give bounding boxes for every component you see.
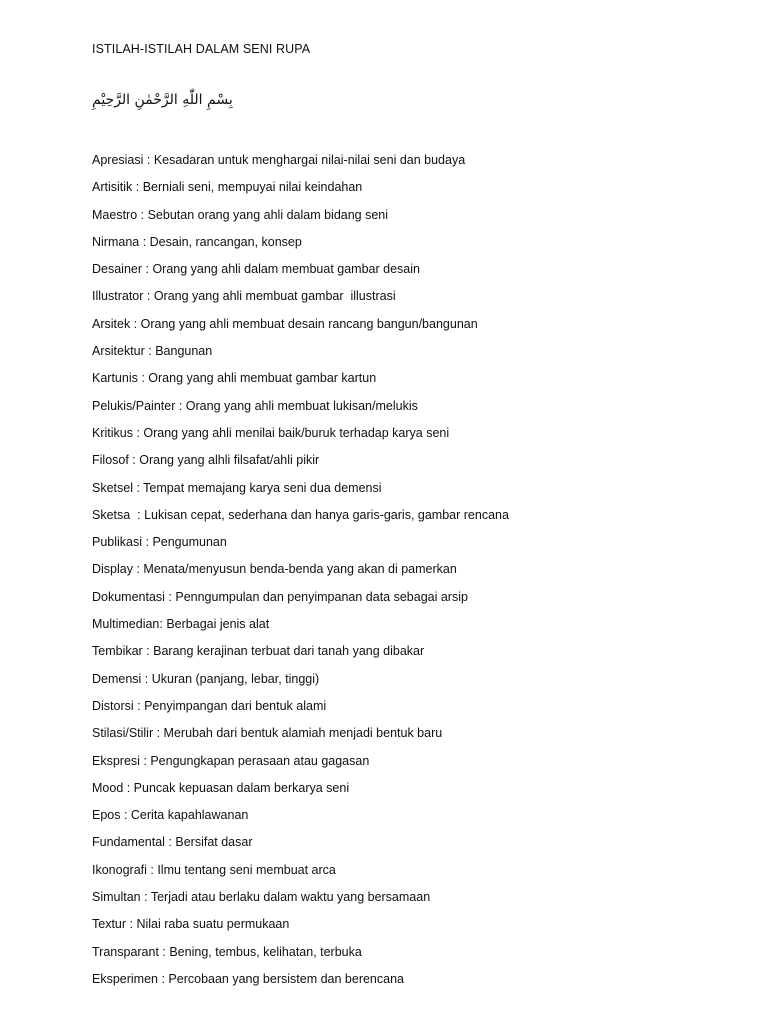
term-item: Demensi : Ukuran (panjang, lebar, tinggi) xyxy=(92,671,320,686)
term-item: Publikasi : Pengumunan xyxy=(92,535,227,550)
term-item: Apresiasi : Kesadaran untuk menghargai nilai-nilai seni dan budaya xyxy=(92,153,466,167)
term-item: Dokumentasi : Penngumpulan dan penyimpanan data sebagai arsip xyxy=(92,589,468,604)
term-item: Epos : Cerita kapahlawanan xyxy=(92,808,249,823)
term-item: Illustrator : Orang yang ahli membuat gambar illustrasi xyxy=(92,289,396,304)
term-item: Filosof : Orang yang alhli filsafat/ahli pikir xyxy=(92,453,320,468)
term-item: Simultan : Terjadi atau berlaku dalam waktu yang bersamaan xyxy=(92,890,431,905)
term-item: Nirmana : Desain, rancangan, konsep xyxy=(92,234,302,249)
term-item: Sketsel : Tempat memajang karya seni dua demensi xyxy=(92,480,382,495)
term-item: Artisitik : Berniali seni, mempuyai nilai keindahan xyxy=(92,180,363,195)
term-list xyxy=(92,152,732,998)
term-item: Fundamental : Bersifat dasar xyxy=(92,835,253,850)
term-item: Mood : Puncak kepuasan dalam berkarya seni xyxy=(92,780,350,795)
term-item: Ekspresi : Pengungkapan perasaan atau gagasan xyxy=(92,753,370,768)
term-item: Kritikus : Orang yang ahli menilai baik/buruk terhadap karya seni xyxy=(92,425,450,440)
term-item: Pelukis/Painter : Orang yang ahli membuat lukisan/melukis xyxy=(92,398,418,413)
term-item: Multimedian: Berbagai jenis alat xyxy=(92,617,270,632)
basmala-text: بِسْمِ اللّٰهِ الرَّحْمٰنِ الرَّحِيْمِ xyxy=(92,92,233,108)
document-title: ISTILAH-ISTILAH DALAM SENI RUPA xyxy=(92,42,311,56)
term-item: Sketsa : Lukisan cepat, sederhana dan hanya garis-garis, gambar rencana xyxy=(92,507,509,522)
term-item: Tembikar : Barang kerajinan terbuat dari tanah yang dibakar xyxy=(92,644,425,659)
term-item: Display : Menata/menyusun benda-benda yang akan di pamerkan xyxy=(92,562,457,577)
term-item: Arsitek : Orang yang ahli membuat desain rancang bangun/bangunan xyxy=(92,316,478,331)
term-item: Kartunis : Orang yang ahli membuat gambar kartun xyxy=(92,371,377,386)
term-item: Transparant : Bening, tembus, kelihatan, terbuka xyxy=(92,944,362,959)
term-item: Eksperimen : Percobaan yang bersistem dan berencana xyxy=(92,971,404,986)
term-item: Desainer : Orang yang ahli dalam membuat gambar desain xyxy=(92,262,420,277)
term-item: Stilasi/Stilir : Merubah dari bentuk alamiah menjadi bentuk baru xyxy=(92,726,443,741)
term-item: Maestro : Sebutan orang yang ahli dalam bidang seni xyxy=(92,207,389,222)
term-item: Textur : Nilai raba suatu permukaan xyxy=(92,917,290,932)
term-item: Ikonografi : Ilmu tentang seni membuat arca xyxy=(92,862,336,877)
term-item: Arsitektur : Bangunan xyxy=(92,344,213,359)
term-item: Distorsi : Penyimpangan dari bentuk alami xyxy=(92,698,327,713)
